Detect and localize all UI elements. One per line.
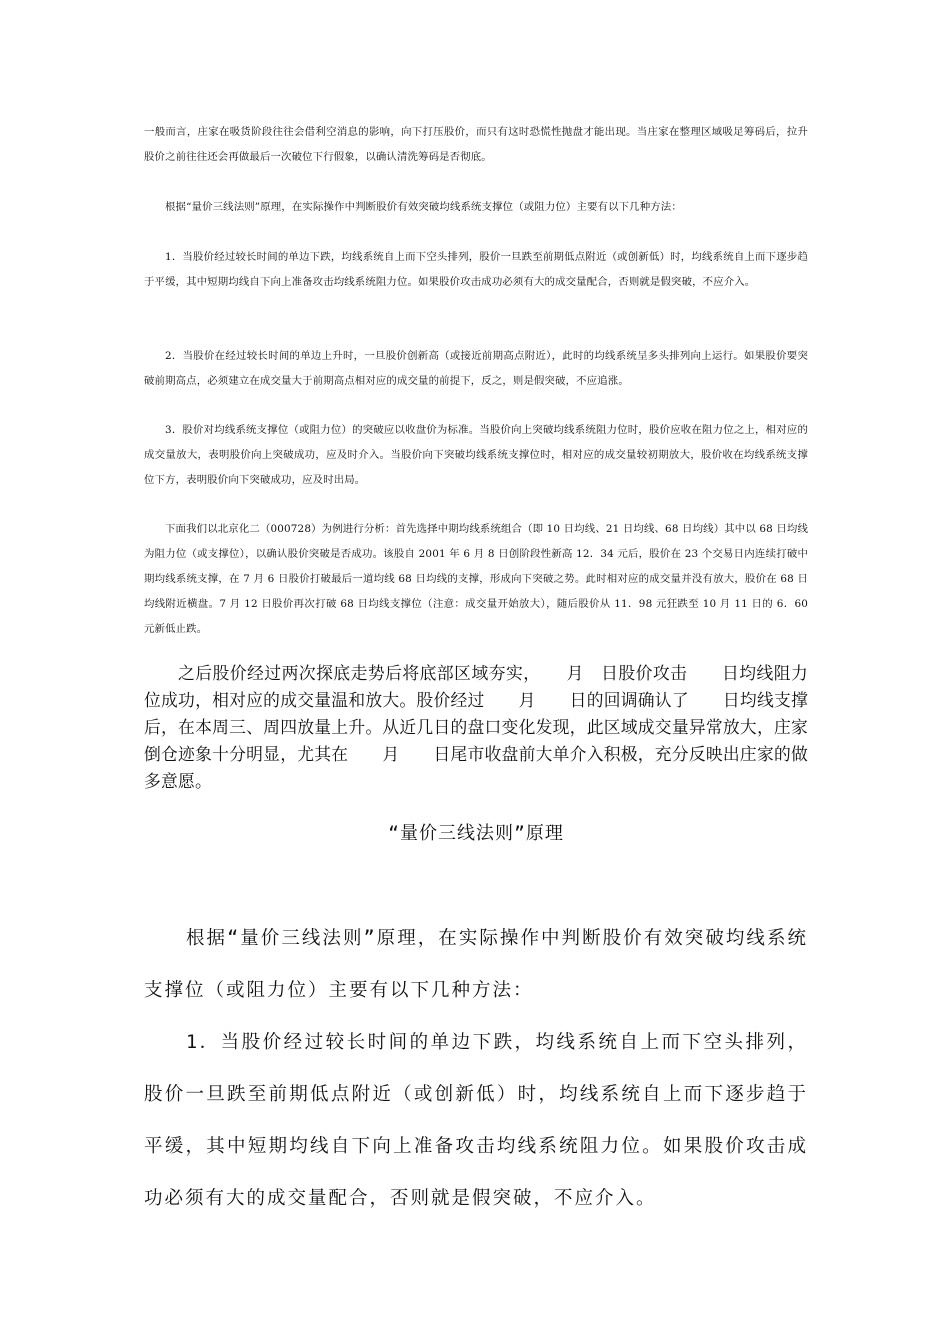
- paragraph-methods-intro-small: 根据“量价三线法则”原理，在实际操作中判断股价有效突破均线系统支撑位（或阻力位）主要有以下几种方法：: [165, 201, 682, 213]
- paragraph-methods-intro-large: 根据“量价三线法则”原理，在实际操作中判断股价有效突破均线系统支撑位（或阻力位）主要有以下几种方法：: [144, 928, 808, 1001]
- paragraph-method-3-small: 3．股价对均线系统支撑位（或阻力位）的突破应以收盘价为标准。当股价向上突破均线系统阻力位时，股价应收在阻力位之上，相对应的成交量放大，表明股价向上突破成功，应及时介入。当股价向下突破均线系统支撑位时，相对应的成交量较初期放大，股价收在均线系统支撑位下方，表明股价向下突破成功，应及时出局。: [144, 424, 808, 486]
- paragraph-followup: 之后股价经过两次探底走势后将底部区域夯实， 月 日股价攻击 日均线阻力位成功，相对应的成交量温和放大。股价经过 月 日的回调确认了 日均线支撑后，在本周三、周四放量上升。从近几日的盘口变化发现，此区域成交量异常放大，庄家倒仓迹象十分明显，尤其在 月 日尾市收盘前大单介入积极，充分反映出庄家的做多意愿。: [144, 663, 808, 791]
- paragraph-method-2-small: 2．当股价在经过较长时间的单边上升时，一旦股价创新高（或接近前期高点附近），此时的均线系统呈多头排列向上运行。如果股价要突破前期高点，必须建立在成交量大于前期高点相对应的成交量的前提下，反之，则是假突破，不应追涨。: [144, 350, 808, 387]
- paragraph-example-analysis: 下面我们以北京化二（000728）为例进行分析：首先选择中期均线系统组合（即 10 日均线、21 日均线、68 日均线）其中以 68 日均线为阻力位（或支撑位），以确认股价突破是否成功。该股自 2001 年 6 月 8 日创阶段性新高 12．34 元后，股价在 23 个交易日内连续打破中期均线系统支撑，在 7 月 6 日股价打破最后一道均线 68 日均线的支撑，形成向下突破之势。此时相对应的成交量并没有放大，股价在 68 日均线附近横盘。7 月 12 日股价再次打破 68 日均线支撑位（注意：成交量开始放大），随后股价从 11．98 元狂跌至 10 月 11 日的 6．60 元新低止跌。: [144, 523, 808, 635]
- paragraph-intro: 一般而言，庄家在吸货阶段往往会借利空消息的影响，向下打压股价，而只有这时恐慌性抛盘才能出现。当庄家在整理区域吸足筹码后，拉升股价之前往往还会再做最后一次破位下行假象，以确认清洗筹码是否彻底。: [144, 126, 808, 163]
- paragraph-method-1-large: 1．当股价经过较长时间的单边下跌，均线系统自上而下空头排列，股价一旦跌至前期低点附近（或创新低）时，均线系统自上而下逐步趋于平缓，其中短期均线自下向上准备攻击均线系统阻力位。如果股价攻击成功必须有大的成交量配合，否则就是假突破，不应介入。: [144, 1032, 808, 1209]
- paragraph-method-1-small: 1．当股价经过较长时间的单边下跌，均线系统自上而下空头排列，股价一旦跌至前期低点附近（或创新低）时，均线系统自上而下逐步趋于平缓，其中短期均线自下向上准备攻击均线系统阻力位。如果股价攻击成功必须有大的成交量配合，否则就是假突破，不应介入。: [144, 251, 808, 288]
- section-heading: “量价三线法则”原理: [388, 823, 564, 844]
